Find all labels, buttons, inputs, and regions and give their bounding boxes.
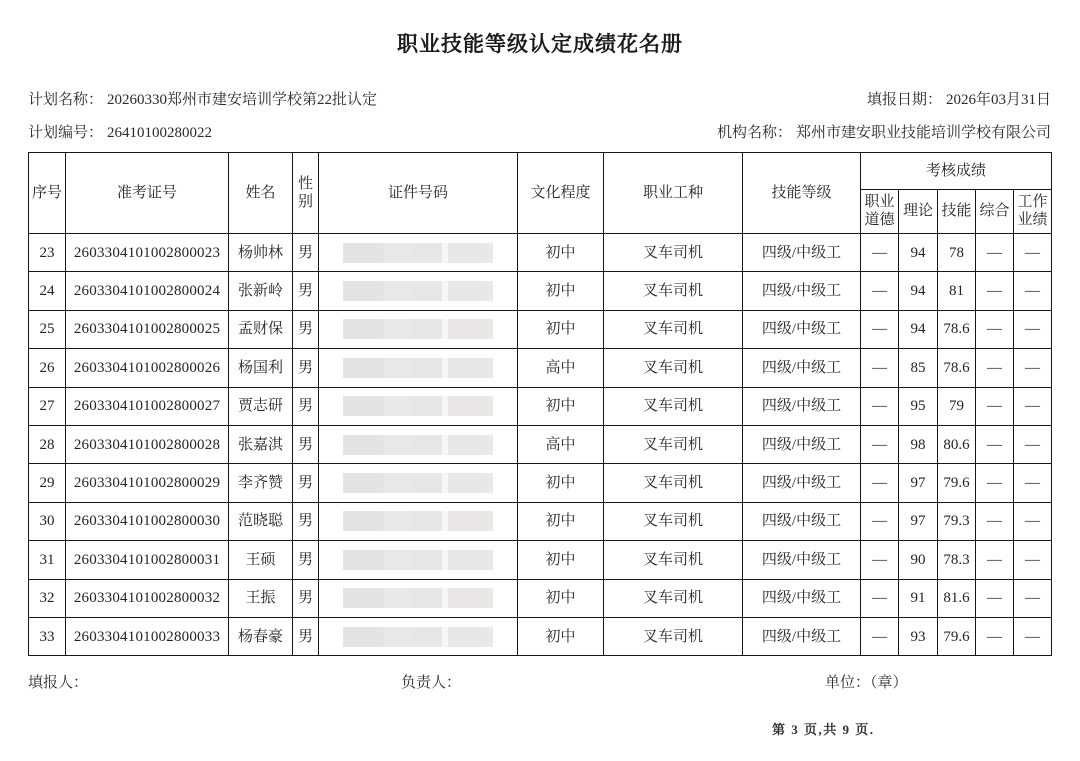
- skill-level-cell: 四级/中级工: [743, 349, 861, 387]
- occupation-cell: 叉车司机: [604, 541, 743, 579]
- score-work-performance-cell: —: [1014, 349, 1052, 387]
- header-exam-no: 准考证号: [66, 153, 229, 234]
- score-skill-cell: 78.6: [938, 310, 976, 348]
- score-work-performance-cell: —: [1014, 541, 1052, 579]
- education-cell: 初中: [518, 310, 604, 348]
- exam-no-cell: 2603304101002800023: [66, 234, 229, 272]
- score-ethics-cell: —: [861, 349, 899, 387]
- seq-cell: 31: [29, 541, 66, 579]
- score-comprehensive-cell: —: [976, 310, 1014, 348]
- score-theory-cell: 97: [899, 464, 938, 502]
- seq-cell: 27: [29, 387, 66, 425]
- table-row: [29, 272, 1052, 310]
- education-cell: 初中: [518, 502, 604, 540]
- plan-name-value: 20260330郑州市建安培训学校第22批认定: [107, 92, 378, 108]
- report-date: [867, 88, 1051, 109]
- exam-no-cell: 2603304101002800028: [66, 425, 229, 463]
- header-education: 文化程度: [518, 153, 604, 234]
- seq-cell: 32: [29, 579, 66, 617]
- score-theory-cell: 85: [899, 349, 938, 387]
- seq-cell: 26: [29, 349, 66, 387]
- exam-no-cell: 2603304101002800030: [66, 502, 229, 540]
- name-cell: 杨国利: [229, 349, 293, 387]
- score-ethics-cell: —: [861, 502, 899, 540]
- skill-level-cell: 四级/中级工: [743, 502, 861, 540]
- score-ethics-cell: —: [861, 387, 899, 425]
- id-number-cell: [319, 349, 518, 387]
- name-cell: 张新岭: [229, 272, 293, 310]
- skill-level-cell: 四级/中级工: [743, 464, 861, 502]
- gender-cell: 男: [293, 310, 319, 348]
- score-work-performance-cell: —: [1014, 579, 1052, 617]
- name-cell: 贾志研: [229, 387, 293, 425]
- score-skill-cell: 79.6: [938, 464, 976, 502]
- redacted-id-block: [343, 588, 493, 608]
- header-occupation: 职业工种: [604, 153, 743, 234]
- gender-cell: 男: [293, 579, 319, 617]
- education-cell: 初中: [518, 272, 604, 310]
- page-indicator: 第 3 页,共 9 页.: [772, 722, 875, 737]
- score-theory-cell: 93: [899, 617, 938, 655]
- gender-cell: 男: [293, 617, 319, 655]
- report-date-value: 2026年03月31日: [945, 92, 1051, 108]
- redacted-id-block: [343, 627, 493, 647]
- education-cell: 初中: [518, 387, 604, 425]
- gender-cell: 男: [293, 272, 319, 310]
- header-seq: 序号: [29, 153, 66, 234]
- score-comprehensive-cell: —: [976, 579, 1014, 617]
- score-ethics-cell: —: [861, 234, 899, 272]
- id-number-cell: [319, 425, 518, 463]
- score-theory-cell: 91: [899, 579, 938, 617]
- seq-cell: 33: [29, 617, 66, 655]
- header-id-no: 证件号码: [319, 153, 518, 234]
- score-comprehensive-cell: —: [976, 617, 1014, 655]
- unit-seal-label: 单位：（章）: [825, 675, 908, 691]
- occupation-cell: 叉车司机: [604, 617, 743, 655]
- header-score-ethics: 职业道德: [861, 190, 899, 234]
- score-theory-cell: 94: [899, 272, 938, 310]
- name-cell: 张嘉淇: [229, 425, 293, 463]
- id-number-cell: [319, 272, 518, 310]
- score-theory-cell: 94: [899, 234, 938, 272]
- header-score-comprehensive: 综合: [976, 190, 1014, 234]
- name-cell: 孟财保: [229, 310, 293, 348]
- exam-no-cell: 2603304101002800032: [66, 579, 229, 617]
- education-cell: 高中: [518, 349, 604, 387]
- occupation-cell: 叉车司机: [604, 502, 743, 540]
- table-row: [29, 502, 1052, 540]
- plan-name-label: 计划名称：: [28, 92, 104, 108]
- header-level: 技能等级: [743, 153, 861, 234]
- exam-no-cell: 2603304101002800024: [66, 272, 229, 310]
- filler-label: 填报人：: [28, 675, 89, 691]
- skill-level-cell: 四级/中级工: [743, 272, 861, 310]
- score-theory-cell: 95: [899, 387, 938, 425]
- id-number-cell: [319, 579, 518, 617]
- score-comprehensive-cell: —: [976, 349, 1014, 387]
- score-work-performance-cell: —: [1014, 502, 1052, 540]
- education-cell: 初中: [518, 541, 604, 579]
- name-cell: 杨帅林: [229, 234, 293, 272]
- meta-row-2: [28, 121, 1051, 142]
- skill-level-cell: 四级/中级工: [743, 425, 861, 463]
- table-row: [29, 617, 1052, 655]
- score-theory-cell: 94: [899, 310, 938, 348]
- score-skill-cell: 81: [938, 272, 976, 310]
- score-work-performance-cell: —: [1014, 272, 1052, 310]
- score-skill-cell: 79: [938, 387, 976, 425]
- score-comprehensive-cell: —: [976, 464, 1014, 502]
- header-score-skill: 技能: [938, 190, 976, 234]
- table-row: [29, 234, 1052, 272]
- score-work-performance-cell: —: [1014, 387, 1052, 425]
- skill-level-cell: 四级/中级工: [743, 310, 861, 348]
- skill-level-cell: 四级/中级工: [743, 579, 861, 617]
- exam-no-cell: 2603304101002800029: [66, 464, 229, 502]
- score-ethics-cell: —: [861, 464, 899, 502]
- gender-cell: 男: [293, 502, 319, 540]
- org-name-label: 机构名称：: [716, 125, 792, 141]
- gender-cell: 男: [293, 464, 319, 502]
- occupation-cell: 叉车司机: [604, 425, 743, 463]
- score-theory-cell: 90: [899, 541, 938, 579]
- score-work-performance-cell: —: [1014, 464, 1052, 502]
- gender-cell: 男: [293, 349, 319, 387]
- id-number-cell: [319, 464, 518, 502]
- manager-label: 负责人：: [401, 675, 462, 691]
- score-skill-cell: 79.6: [938, 617, 976, 655]
- gender-cell: 男: [293, 425, 319, 463]
- occupation-cell: 叉车司机: [604, 272, 743, 310]
- plan-code-label: 计划编号：: [28, 125, 104, 141]
- gender-cell: 男: [293, 541, 319, 579]
- table-row: [29, 464, 1052, 502]
- header-row-1: [29, 153, 1052, 190]
- score-comprehensive-cell: —: [976, 234, 1014, 272]
- exam-no-cell: 2603304101002800027: [66, 387, 229, 425]
- score-work-performance-cell: —: [1014, 617, 1052, 655]
- occupation-cell: 叉车司机: [604, 387, 743, 425]
- gender-cell: 男: [293, 387, 319, 425]
- score-skill-cell: 80.6: [938, 425, 976, 463]
- score-ethics-cell: —: [861, 579, 899, 617]
- score-work-performance-cell: —: [1014, 310, 1052, 348]
- occupation-cell: 叉车司机: [604, 579, 743, 617]
- exam-no-cell: 2603304101002800033: [66, 617, 229, 655]
- occupation-cell: 叉车司机: [604, 234, 743, 272]
- redacted-id-block: [343, 511, 493, 531]
- table-row: [29, 310, 1052, 348]
- education-cell: 高中: [518, 425, 604, 463]
- score-comprehensive-cell: —: [976, 541, 1014, 579]
- skill-level-cell: 四级/中级工: [743, 387, 861, 425]
- header-score-work: 工作业绩: [1014, 190, 1052, 234]
- score-comprehensive-cell: —: [976, 502, 1014, 540]
- redacted-id-block: [343, 396, 493, 416]
- education-cell: 初中: [518, 464, 604, 502]
- redacted-id-block: [343, 243, 493, 263]
- score-theory-cell: 97: [899, 502, 938, 540]
- score-comprehensive-cell: —: [976, 425, 1014, 463]
- score-comprehensive-cell: —: [976, 272, 1014, 310]
- seq-cell: 25: [29, 310, 66, 348]
- header-score-group: 考核成绩: [861, 153, 1052, 190]
- gender-cell: 男: [293, 234, 319, 272]
- occupation-cell: 叉车司机: [604, 464, 743, 502]
- redacted-id-block: [343, 473, 493, 493]
- name-cell: 范晓聪: [229, 502, 293, 540]
- meta-row-1: [28, 88, 1051, 109]
- score-work-performance-cell: —: [1014, 234, 1052, 272]
- redacted-id-block: [343, 358, 493, 378]
- id-number-cell: [319, 310, 518, 348]
- id-number-cell: [319, 387, 518, 425]
- exam-no-cell: 2603304101002800026: [66, 349, 229, 387]
- plan-code: [28, 121, 212, 142]
- seq-cell: 30: [29, 502, 66, 540]
- name-cell: 王振: [229, 579, 293, 617]
- exam-no-cell: 2603304101002800025: [66, 310, 229, 348]
- exam-no-cell: 2603304101002800031: [66, 541, 229, 579]
- table-row: [29, 579, 1052, 617]
- score-ethics-cell: —: [861, 541, 899, 579]
- occupation-cell: 叉车司机: [604, 349, 743, 387]
- score-ethics-cell: —: [861, 617, 899, 655]
- id-number-cell: [319, 617, 518, 655]
- score-comprehensive-cell: —: [976, 387, 1014, 425]
- score-skill-cell: 78: [938, 234, 976, 272]
- redacted-id-block: [343, 281, 493, 301]
- org-name: [717, 121, 1051, 142]
- score-ethics-cell: —: [861, 310, 899, 348]
- id-number-cell: [319, 502, 518, 540]
- redacted-id-block: [343, 435, 493, 455]
- id-number-cell: [319, 541, 518, 579]
- score-skill-cell: 79.3: [938, 502, 976, 540]
- table-row: [29, 387, 1052, 425]
- plan-code-value: 26410100280022: [107, 125, 213, 141]
- score-skill-cell: 78.3: [938, 541, 976, 579]
- roster-body: [29, 234, 1052, 656]
- header-score-theory: 理论: [899, 190, 938, 234]
- seq-cell: 28: [29, 425, 66, 463]
- roster-table: [28, 152, 1052, 656]
- redacted-id-block: [343, 319, 493, 339]
- seq-cell: 29: [29, 464, 66, 502]
- score-ethics-cell: —: [861, 425, 899, 463]
- education-cell: 初中: [518, 617, 604, 655]
- table-row: [29, 541, 1052, 579]
- name-cell: 王硕: [229, 541, 293, 579]
- header-gender: 性别: [293, 153, 319, 234]
- id-number-cell: [319, 234, 518, 272]
- plan-name: [28, 88, 377, 109]
- education-cell: 初中: [518, 579, 604, 617]
- score-ethics-cell: —: [861, 272, 899, 310]
- occupation-cell: 叉车司机: [604, 310, 743, 348]
- header-name: 姓名: [229, 153, 293, 234]
- education-cell: 初中: [518, 234, 604, 272]
- skill-level-cell: 四级/中级工: [743, 541, 861, 579]
- seq-cell: 24: [29, 272, 66, 310]
- score-skill-cell: 81.6: [938, 579, 976, 617]
- skill-level-cell: 四级/中级工: [743, 234, 861, 272]
- score-skill-cell: 78.6: [938, 349, 976, 387]
- org-name-value: 郑州市建安职业技能培训学校有限公司: [795, 125, 1051, 141]
- table-row: [29, 425, 1052, 463]
- table-row: [29, 349, 1052, 387]
- score-theory-cell: 98: [899, 425, 938, 463]
- redacted-id-block: [343, 550, 493, 570]
- score-work-performance-cell: —: [1014, 425, 1052, 463]
- report-date-label: 填报日期：: [866, 92, 942, 108]
- name-cell: 杨春豪: [229, 617, 293, 655]
- skill-level-cell: 四级/中级工: [743, 617, 861, 655]
- page-title: 职业技能等级认定成绩花名册: [397, 33, 683, 56]
- seq-cell: 23: [29, 234, 66, 272]
- name-cell: 李齐赞: [229, 464, 293, 502]
